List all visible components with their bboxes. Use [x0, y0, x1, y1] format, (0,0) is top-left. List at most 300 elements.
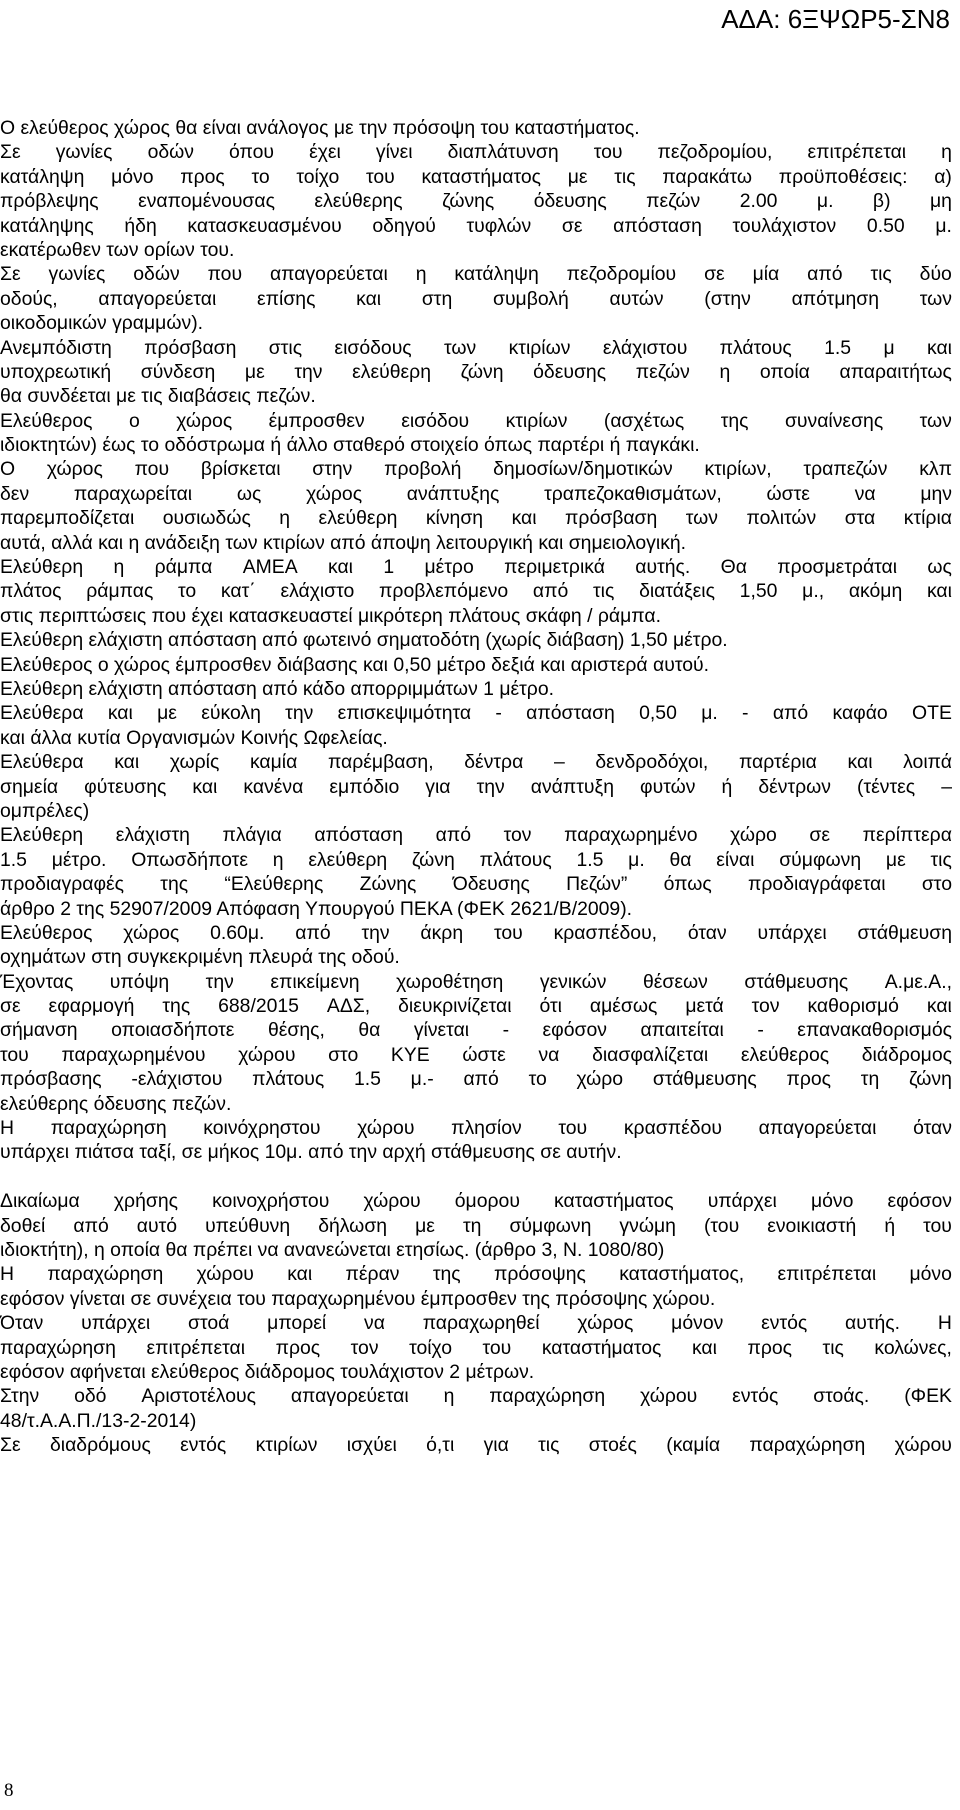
word: δέντρων — [758, 775, 831, 798]
word: Ελεύθερη — [0, 824, 84, 847]
text-line — [0, 872, 952, 896]
word: κτιρίων — [508, 336, 571, 359]
word: εντός — [732, 1385, 779, 1408]
word: είναι — [716, 848, 755, 871]
word: μ. — [701, 702, 718, 725]
word: η — [415, 263, 427, 286]
word: με — [885, 848, 906, 871]
word: των — [919, 287, 952, 310]
word: 0,50 — [639, 702, 677, 725]
text-line — [0, 848, 952, 872]
word: στοά — [188, 1312, 230, 1335]
word: κτίρια — [903, 507, 952, 530]
word: δοθεί — [0, 1214, 46, 1237]
word: περιμετρικά — [504, 556, 605, 579]
word: – — [941, 775, 952, 798]
text-line — [0, 970, 952, 994]
word: επισκεψιμότητα — [337, 702, 472, 725]
word: ώστε — [766, 482, 810, 505]
word: επιτρέπεται — [807, 141, 907, 164]
word: και — [691, 1336, 717, 1359]
document-body — [0, 116, 952, 1457]
word: χώρου — [357, 1117, 415, 1140]
line-text: υπάρχει πιάτσα ταξί, σε μήκος 10μ. από την αρχή στάθμευσης σε αυτήν. — [0, 1141, 622, 1164]
word: από — [772, 702, 809, 725]
word: ουσιωδώς — [162, 507, 251, 530]
text-line — [0, 238, 952, 262]
word: - — [502, 1019, 510, 1042]
word: στην — [312, 458, 353, 481]
word: - — [495, 702, 502, 725]
word: το — [528, 1068, 547, 1091]
word: και — [511, 507, 537, 530]
word: προϋποθέσεις: — [778, 165, 908, 188]
word: όταν — [687, 921, 727, 944]
word: έχει — [309, 141, 341, 164]
word: Ελεύθερη — [0, 556, 84, 579]
text-line — [0, 1018, 952, 1042]
word: διατάξεις — [639, 580, 715, 603]
word: της — [432, 1263, 461, 1286]
word: του — [923, 1214, 952, 1237]
word: κοινοχρήστου — [212, 1190, 330, 1213]
word: ελεύθερη — [318, 507, 398, 530]
word: οδηγού — [372, 214, 436, 237]
word: Οπωσδήποτε — [131, 848, 248, 871]
word: προδιαγραφές — [0, 873, 125, 896]
text-line — [0, 701, 952, 725]
word: θέσης, — [267, 1019, 325, 1042]
word: και — [927, 336, 952, 359]
word: μέτρο. — [51, 848, 107, 871]
word: πέραν — [345, 1263, 400, 1286]
text-line — [0, 457, 952, 481]
word: πρόσοψης — [493, 1263, 586, 1286]
word: κατάληψη — [0, 165, 85, 188]
word: κλπ — [919, 458, 952, 481]
word: η — [941, 141, 952, 164]
word: δημοσίων/δημοτικών — [493, 458, 673, 481]
word: των — [685, 507, 719, 530]
word: σε — [704, 263, 725, 286]
word: όδευσης — [533, 360, 607, 383]
word: αυτό — [136, 1214, 178, 1237]
word: από — [435, 824, 471, 847]
word: το — [251, 165, 270, 188]
word: προς — [786, 1068, 832, 1091]
word: ελεύθερης — [314, 190, 403, 213]
word: πλησίον — [451, 1117, 522, 1140]
word: και — [107, 702, 133, 725]
word: Θα — [720, 556, 747, 579]
text-line — [0, 775, 952, 799]
word: Ελεύθερα — [0, 751, 84, 774]
word: διαπλάτυνση — [447, 141, 559, 164]
word: προδιαγράφεται — [748, 873, 886, 896]
word: μ. — [628, 848, 645, 871]
word: στάθμευση — [857, 921, 952, 944]
word: μία — [752, 263, 780, 286]
word: ζώνη — [908, 1068, 952, 1091]
word: μέτρο — [424, 556, 474, 579]
text-line — [0, 994, 952, 1018]
line-text: οχημάτων στη συγκεκριμένη πλευρά της οδού. — [0, 946, 400, 969]
word: εφόσον — [542, 1019, 607, 1042]
line-text: εφόσον αφήνεται ελεύθερος διάδρομος τουλάχιστον 2 μέτρων. — [0, 1360, 535, 1383]
line-text: 48/τ.Α.Α.Π./13-2-2014) — [0, 1409, 197, 1432]
text-line — [0, 921, 952, 945]
word: απόσταση — [314, 824, 404, 847]
word: υπάρχει — [707, 1190, 777, 1213]
word: παραχωρείται — [73, 482, 193, 505]
word: γίνεται — [413, 1019, 470, 1042]
word: στοάς. — [813, 1385, 870, 1408]
word: Όδευσης — [452, 873, 530, 896]
word: (τέντες — [857, 775, 916, 798]
word: χώρος — [306, 482, 363, 505]
word: υποχρεωτική — [0, 360, 112, 383]
word: “Ελεύθερης — [224, 873, 324, 896]
word: – — [553, 751, 565, 774]
ada-code: ΑΔΑ: 6ΞΨΩΡ5-ΣΝ8 — [721, 4, 950, 34]
word: απαγορεύεται — [269, 263, 388, 286]
word: κτιρίων — [255, 1434, 318, 1457]
word: μόνο — [810, 1190, 854, 1213]
word: ελεύθερος — [740, 1043, 830, 1066]
word: χώρο — [576, 1068, 624, 1091]
text-line — [0, 1433, 952, 1457]
text-line — [0, 189, 952, 213]
word: μη — [930, 190, 952, 213]
word: απαραιτήτως — [839, 360, 952, 383]
word: στο — [328, 1043, 359, 1066]
word: ως — [236, 482, 262, 505]
word: Η — [937, 1312, 952, 1335]
word: και — [847, 751, 873, 774]
text-line — [0, 506, 952, 530]
word: (του — [703, 1214, 740, 1237]
word: σε — [809, 824, 831, 847]
word: προς — [747, 1336, 792, 1359]
word: καταστήματος — [541, 1336, 662, 1359]
word: κολώνες, — [874, 1336, 952, 1359]
word: σε — [561, 214, 583, 237]
word: αυτής. — [845, 1312, 901, 1335]
word: ισχύει — [346, 1434, 397, 1457]
word: του — [482, 1336, 512, 1359]
word: η — [719, 360, 731, 383]
word: τον — [751, 995, 780, 1018]
word: Δικαίωμα — [0, 1190, 80, 1213]
word: η — [443, 1385, 455, 1408]
text-line — [0, 628, 952, 652]
word: ανάπτυξης — [406, 482, 500, 505]
line-text: άρθρο 2 της 52907/2009 Απόφαση Υπουργού ΠΕΚΑ (ΦΕΚ 2621/Β/2009). — [0, 897, 633, 920]
word: θέσεων — [642, 970, 708, 993]
word: και — [327, 556, 353, 579]
word: και — [926, 580, 952, 603]
word: 1.5 — [824, 336, 852, 359]
word: και — [356, 287, 382, 310]
word: ελεύθερη — [352, 360, 431, 383]
word: υπάρχει — [81, 1312, 151, 1335]
text-line — [0, 1336, 952, 1360]
line-text: Ελεύθερη ελάχιστη απόσταση από κάδο απορριμμάτων 1 μέτρο. — [0, 677, 554, 700]
word: μόνον — [671, 1312, 724, 1335]
word: παραχωρημένο — [564, 824, 698, 847]
word: του — [0, 1043, 29, 1066]
word: πλάτους — [479, 848, 552, 871]
word: πολιτών — [746, 507, 817, 530]
word: προς — [180, 165, 225, 188]
word: του — [558, 1117, 588, 1140]
word: 2.00 — [739, 190, 778, 213]
line-text: αυτά, αλλά και η ανάδειξη των κτιρίων από άποψη λειτουργική και σημειολογική. — [0, 531, 687, 554]
word: απότμηση — [791, 287, 880, 310]
word: διαδρόμους — [49, 1434, 151, 1457]
word: να — [854, 482, 876, 505]
text-line — [0, 531, 952, 555]
word: - — [757, 1019, 764, 1042]
text-line — [0, 799, 952, 823]
word: κρασπέδου, — [553, 921, 658, 944]
word: γενικών — [539, 970, 607, 993]
word: η — [279, 507, 291, 530]
text-line — [0, 1092, 952, 1116]
word: πεζών — [646, 190, 701, 213]
word: Ζώνης — [359, 873, 417, 896]
word: υπόψη — [109, 970, 170, 993]
page-number: 8 — [4, 1780, 14, 1801]
word: Σε — [0, 141, 21, 164]
word: ράμπα — [154, 556, 213, 579]
word: τυφλών — [466, 214, 532, 237]
word: φυτών — [640, 775, 696, 798]
word: έμπροσθεν — [268, 409, 365, 432]
word: ελάχιστο — [280, 580, 355, 603]
word: από — [295, 921, 331, 944]
word: κατασκευασμένου — [187, 214, 342, 237]
text-line — [0, 1262, 952, 1286]
word: Α.με.Α., — [884, 970, 952, 993]
word: δεν — [0, 482, 30, 505]
word: γωνίες — [48, 263, 106, 286]
word: της — [160, 873, 189, 896]
word: 0.50 — [866, 214, 905, 237]
word: υπεύθυνη — [205, 1214, 291, 1237]
word: τοίχο — [409, 1336, 452, 1359]
word: κανένα — [243, 775, 304, 798]
text-line — [0, 1140, 952, 1164]
word: χώρου — [238, 1043, 296, 1066]
word: χώρου — [894, 1434, 952, 1457]
word: συμβολή — [492, 287, 569, 310]
word: κατάληψης — [0, 214, 94, 237]
word: του — [593, 141, 623, 164]
word: των — [919, 409, 952, 432]
word: και — [192, 775, 218, 798]
text-line — [0, 897, 952, 921]
line-text: οικοδομικών γραμμών). — [0, 312, 204, 335]
text-line — [0, 1238, 952, 1262]
word: στο — [921, 873, 952, 896]
word: που — [134, 458, 170, 481]
word: ή — [721, 775, 733, 798]
word: - — [742, 702, 749, 725]
word: χώρο — [730, 824, 777, 847]
word: τη — [860, 1068, 880, 1091]
word: χωροθέτηση — [396, 970, 504, 993]
word: ενοικιαστή — [767, 1214, 857, 1237]
word: Ελεύθερος — [0, 921, 93, 944]
word: αυτής. — [635, 556, 691, 579]
word: τις — [538, 1434, 560, 1457]
word: τραπεζοκαθισμάτων, — [544, 482, 722, 505]
word: αμέσως — [589, 995, 658, 1018]
word: (καμία — [666, 1434, 721, 1457]
line-text: ελεύθερης όδευσης πεζών. — [0, 1092, 232, 1115]
word: σημεία — [0, 775, 59, 798]
text-line — [0, 287, 952, 311]
word: περίπτερα — [862, 824, 952, 847]
word: κρασπέδου — [623, 1117, 722, 1140]
word: μ. — [935, 214, 952, 237]
word: διευκρινίζεται — [398, 995, 512, 1018]
word: Ελεύθερα — [0, 702, 84, 725]
word: λοιπά — [903, 751, 952, 774]
word: Όταν — [0, 1312, 44, 1335]
word: τις — [614, 165, 636, 188]
word: παρέμβαση, — [327, 751, 434, 774]
word: με — [567, 165, 588, 188]
text-line — [0, 823, 952, 847]
word: πεζοδρομίου — [566, 263, 677, 286]
word: χώρος — [176, 409, 233, 432]
word: κοινόχρηστου — [203, 1117, 321, 1140]
word: όμορου — [454, 1190, 520, 1213]
word: το — [178, 580, 197, 603]
word: προσμετράται — [777, 556, 898, 579]
word: χρήσης — [113, 1190, 178, 1213]
word: σύμφωνη — [509, 1214, 592, 1237]
word: προβλεπόμενο — [379, 580, 509, 603]
word: επικείμενη — [270, 970, 360, 993]
text-line — [0, 433, 952, 457]
word: από — [73, 1214, 109, 1237]
word: συναίνεσης — [784, 409, 884, 432]
word: σύμφωνη — [779, 848, 862, 871]
line-text: εφόσον γίνεται σε συνέχεια του παραχωρημένου έμπροσθεν της πρόσοψης χώρου. — [0, 1287, 716, 1310]
word: γωνίες — [55, 141, 113, 164]
word: πλάγια — [222, 824, 282, 847]
word: εμπόδιο — [329, 775, 400, 798]
text-line — [0, 604, 952, 628]
text-line — [0, 311, 952, 335]
word: παρακάτω — [662, 165, 753, 188]
word: Ο — [0, 458, 16, 481]
word: οδό — [74, 1385, 107, 1408]
word: απαγορεύεται — [758, 1117, 877, 1140]
word: στη — [421, 287, 453, 310]
word: που — [207, 263, 243, 286]
word: επιτρέπεται — [777, 1263, 877, 1286]
word: της — [162, 995, 191, 1018]
word: Σε — [0, 263, 21, 286]
text-line — [0, 750, 952, 774]
line-text: ιδιοκτήτη), η οποία θα πρέπει να ανανεώνεται ετησίως. (άρθρο 3, Ν. 1080/80) — [0, 1238, 665, 1261]
word: απαγορεύεται — [290, 1385, 409, 1408]
word: από — [463, 1068, 499, 1091]
word: παρτέρια — [738, 751, 817, 774]
word: ζώνης — [442, 190, 495, 213]
word: ΑΔΣ, — [326, 995, 371, 1018]
word: οδών — [133, 263, 180, 286]
word: τη — [462, 1214, 482, 1237]
word: προβολή — [384, 458, 462, 481]
word: παραχώρηση — [47, 1263, 164, 1286]
word: εφόσον — [887, 1190, 952, 1213]
word: όδευσης — [533, 190, 607, 213]
word: εισόδους — [334, 336, 412, 359]
word: (ασχέτως — [603, 409, 685, 432]
word: την — [294, 360, 323, 383]
word: 0.60μ. — [210, 921, 265, 944]
word: παραχώρηση — [749, 1434, 866, 1457]
word: σύνδεση — [140, 360, 216, 383]
text-line — [0, 384, 952, 408]
word: μην — [920, 482, 952, 505]
word: ο — [128, 409, 140, 432]
word: -ελάχιστου — [131, 1068, 223, 1091]
word: οδών — [147, 141, 194, 164]
word: χώρος — [46, 458, 103, 481]
word: παραχώρηση — [0, 1336, 116, 1359]
word: μπορεί — [267, 1312, 327, 1335]
text-line — [0, 1043, 952, 1067]
word: μ — [883, 336, 895, 359]
word: του — [365, 165, 395, 188]
word: ΚΥΕ — [390, 1043, 430, 1066]
word: δήλωση — [318, 1214, 388, 1237]
word: 1 — [383, 556, 395, 579]
line-text: ιδιοκτητών) έως το οδόστρωμα ή άλλο σταθερό στοιχείο όπως παρτέρι ή παγκάκι. — [0, 434, 700, 457]
word: Έχοντας — [0, 970, 74, 993]
word: στα — [844, 507, 876, 530]
word: τοίχο — [296, 165, 340, 188]
word: χώρου — [363, 1190, 421, 1213]
word: δύο — [919, 263, 952, 286]
word: οδούς, — [0, 287, 58, 310]
word: καταστήματος, — [619, 1263, 745, 1286]
word: πεζών — [635, 360, 690, 383]
word: ελεύθερη — [308, 848, 388, 871]
word: διασφαλίζεται — [592, 1043, 709, 1066]
word: ζώνη — [460, 360, 504, 383]
word: καφάο — [832, 702, 888, 725]
word: πλάτους — [252, 1068, 325, 1091]
word: μ.- — [410, 1068, 434, 1091]
word: την — [285, 702, 314, 725]
word: του — [493, 921, 523, 944]
word: β) — [872, 190, 891, 213]
text-line — [0, 165, 952, 189]
text-line — [0, 555, 952, 579]
word: παρεμποδίζεται — [0, 507, 135, 530]
word: βρίσκεται — [200, 458, 281, 481]
word: τραπεζών — [803, 458, 888, 481]
text-line — [0, 653, 952, 677]
word: την — [205, 970, 234, 993]
